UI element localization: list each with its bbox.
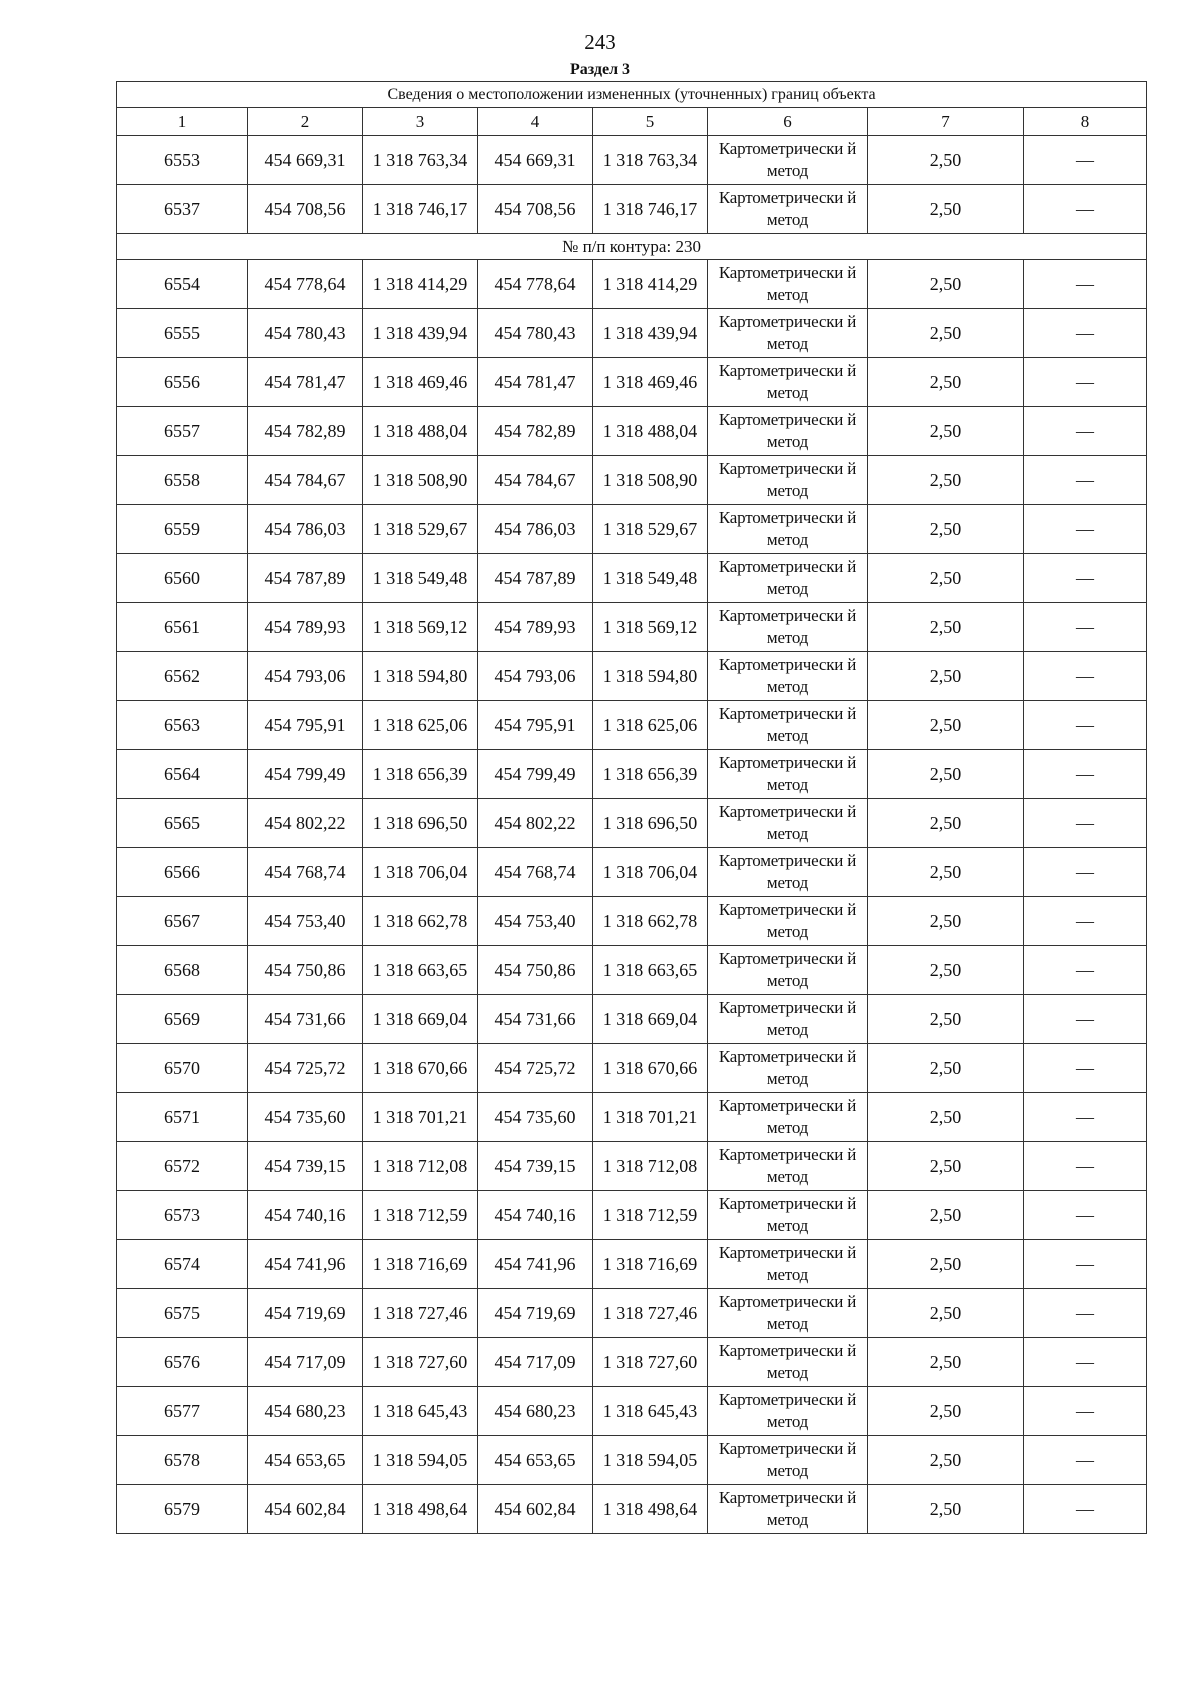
column-number: 7 [868,108,1024,136]
description-cell: — [1024,603,1147,652]
accuracy-cell: 2,50 [868,407,1024,456]
method-cell: Картометрически й метод [708,1387,868,1436]
existing-x-cell: 454 717,09 [248,1338,363,1387]
column-number: 2 [248,108,363,136]
table-row [117,309,1147,358]
page-number: 243 [584,30,616,54]
existing-y-cell: 1 318 706,04 [363,848,478,897]
description-cell: — [1024,652,1147,701]
table-row [117,603,1147,652]
description-cell: — [1024,946,1147,995]
rows-after-contour [117,260,1147,1534]
existing-y-cell: 1 318 716,69 [363,1240,478,1289]
method-cell: Картометрически й метод [708,799,868,848]
description-cell: — [1024,505,1147,554]
refined-x-cell: 454 735,60 [478,1093,593,1142]
existing-y-cell: 1 318 696,50 [363,799,478,848]
refined-x-cell: 454 789,93 [478,603,593,652]
refined-y-cell: 1 318 727,60 [593,1338,708,1387]
description-cell: — [1024,185,1147,234]
column-number: 8 [1024,108,1147,136]
existing-x-cell: 454 719,69 [248,1289,363,1338]
existing-y-cell: 1 318 594,05 [363,1436,478,1485]
point-number-cell: 6576 [117,1338,248,1387]
point-number-cell: 6567 [117,897,248,946]
accuracy-cell: 2,50 [868,456,1024,505]
table-row [117,407,1147,456]
refined-x-cell: 454 740,16 [478,1191,593,1240]
column-number: 6 [708,108,868,136]
refined-y-cell: 1 318 594,05 [593,1436,708,1485]
existing-x-cell: 454 795,91 [248,701,363,750]
point-number-cell: 6557 [117,407,248,456]
description-cell: — [1024,1289,1147,1338]
table-row [117,1240,1147,1289]
existing-x-cell: 454 740,16 [248,1191,363,1240]
description-cell: — [1024,407,1147,456]
column-number: 3 [363,108,478,136]
existing-x-cell: 454 753,40 [248,897,363,946]
column-number-row [117,108,1147,136]
table-row [117,848,1147,897]
existing-y-cell: 1 318 663,65 [363,946,478,995]
section-title: Раздел 3 [569,61,631,78]
existing-x-cell: 454 739,15 [248,1142,363,1191]
existing-x-cell: 454 780,43 [248,309,363,358]
accuracy-cell: 2,50 [868,995,1024,1044]
refined-y-cell: 1 318 656,39 [593,750,708,799]
point-number-cell: 6577 [117,1387,248,1436]
table-row [117,554,1147,603]
table-row [117,652,1147,701]
accuracy-cell: 2,50 [868,701,1024,750]
refined-x-cell: 454 802,22 [478,799,593,848]
table-row [117,1436,1147,1485]
refined-x-cell: 454 719,69 [478,1289,593,1338]
table-row [117,1485,1147,1534]
refined-x-cell: 454 669,31 [478,136,593,185]
accuracy-cell: 2,50 [868,946,1024,995]
existing-x-cell: 454 741,96 [248,1240,363,1289]
refined-y-cell: 1 318 469,46 [593,358,708,407]
point-number-cell: 6553 [117,136,248,185]
existing-x-cell: 454 781,47 [248,358,363,407]
column-number: 1 [117,108,248,136]
method-cell: Картометрически й метод [708,946,868,995]
refined-x-cell: 454 717,09 [478,1338,593,1387]
existing-x-cell: 454 782,89 [248,407,363,456]
table-row [117,946,1147,995]
description-cell: — [1024,309,1147,358]
existing-y-cell: 1 318 529,67 [363,505,478,554]
existing-y-cell: 1 318 469,46 [363,358,478,407]
existing-y-cell: 1 318 669,04 [363,995,478,1044]
existing-y-cell: 1 318 439,94 [363,309,478,358]
point-number-cell: 6560 [117,554,248,603]
refined-x-cell: 454 780,43 [478,309,593,358]
refined-x-cell: 454 784,67 [478,456,593,505]
refined-x-cell: 454 602,84 [478,1485,593,1534]
coordinates-table [116,81,1147,1534]
existing-y-cell: 1 318 712,08 [363,1142,478,1191]
method-cell: Картометрически й метод [708,1191,868,1240]
existing-y-cell: 1 318 569,12 [363,603,478,652]
point-number-cell: 6555 [117,309,248,358]
table-row [117,456,1147,505]
point-number-cell: 6564 [117,750,248,799]
table-row [117,1289,1147,1338]
existing-x-cell: 454 731,66 [248,995,363,1044]
refined-x-cell: 454 741,96 [478,1240,593,1289]
point-number-cell: 6563 [117,701,248,750]
refined-y-cell: 1 318 625,06 [593,701,708,750]
refined-y-cell: 1 318 569,12 [593,603,708,652]
existing-x-cell: 454 789,93 [248,603,363,652]
table-row [117,750,1147,799]
method-cell: Картометрически й метод [708,260,868,309]
table-row [117,1142,1147,1191]
method-cell: Картометрически й метод [708,1093,868,1142]
refined-y-cell: 1 318 763,34 [593,136,708,185]
existing-y-cell: 1 318 670,66 [363,1044,478,1093]
method-cell: Картометрически й метод [708,701,868,750]
refined-x-cell: 454 731,66 [478,995,593,1044]
accuracy-cell: 2,50 [868,897,1024,946]
existing-x-cell: 454 653,65 [248,1436,363,1485]
refined-y-cell: 1 318 662,78 [593,897,708,946]
table-row [117,358,1147,407]
column-number: 4 [478,108,593,136]
point-number-cell: 6561 [117,603,248,652]
accuracy-cell: 2,50 [868,1289,1024,1338]
existing-y-cell: 1 318 656,39 [363,750,478,799]
refined-y-cell: 1 318 414,29 [593,260,708,309]
point-number-cell: 6566 [117,848,248,897]
accuracy-cell: 2,50 [868,603,1024,652]
refined-x-cell: 454 782,89 [478,407,593,456]
refined-y-cell: 1 318 746,17 [593,185,708,234]
refined-x-cell: 454 708,56 [478,185,593,234]
refined-x-cell: 454 778,64 [478,260,593,309]
existing-x-cell: 454 784,67 [248,456,363,505]
method-cell: Картометрически й метод [708,358,868,407]
description-cell: — [1024,1436,1147,1485]
method-cell: Картометрически й метод [708,1142,868,1191]
method-cell: Картометрически й метод [708,1044,868,1093]
refined-y-cell: 1 318 594,80 [593,652,708,701]
point-number-cell: 6571 [117,1093,248,1142]
refined-y-cell: 1 318 549,48 [593,554,708,603]
refined-x-cell: 454 680,23 [478,1387,593,1436]
existing-x-cell: 454 768,74 [248,848,363,897]
method-cell: Картометрически й метод [708,456,868,505]
existing-x-cell: 454 708,56 [248,185,363,234]
refined-x-cell: 454 787,89 [478,554,593,603]
refined-y-cell: 1 318 488,04 [593,407,708,456]
existing-y-cell: 1 318 712,59 [363,1191,478,1240]
accuracy-cell: 2,50 [868,1436,1024,1485]
refined-y-cell: 1 318 529,67 [593,505,708,554]
point-number-cell: 6554 [117,260,248,309]
refined-x-cell: 454 725,72 [478,1044,593,1093]
existing-y-cell: 1 318 498,64 [363,1485,478,1534]
method-cell: Картометрически й метод [708,652,868,701]
point-number-cell: 6565 [117,799,248,848]
refined-y-cell: 1 318 696,50 [593,799,708,848]
refined-y-cell: 1 318 727,46 [593,1289,708,1338]
existing-x-cell: 454 750,86 [248,946,363,995]
refined-y-cell: 1 318 716,69 [593,1240,708,1289]
existing-x-cell: 454 802,22 [248,799,363,848]
refined-x-cell: 454 753,40 [478,897,593,946]
refined-y-cell: 1 318 663,65 [593,946,708,995]
existing-y-cell: 1 318 508,90 [363,456,478,505]
accuracy-cell: 2,50 [868,1191,1024,1240]
description-cell: — [1024,554,1147,603]
accuracy-cell: 2,50 [868,1240,1024,1289]
existing-x-cell: 454 778,64 [248,260,363,309]
existing-y-cell: 1 318 727,46 [363,1289,478,1338]
existing-x-cell: 454 786,03 [248,505,363,554]
description-cell: — [1024,1387,1147,1436]
table-row [117,701,1147,750]
accuracy-cell: 2,50 [868,358,1024,407]
method-cell: Картометрически й метод [708,1485,868,1534]
method-cell: Картометрически й метод [708,750,868,799]
accuracy-cell: 2,50 [868,554,1024,603]
table-row [117,1191,1147,1240]
description-cell: — [1024,136,1147,185]
method-cell: Картометрически й метод [708,185,868,234]
existing-x-cell: 454 735,60 [248,1093,363,1142]
existing-x-cell: 454 680,23 [248,1387,363,1436]
description-cell: — [1024,1485,1147,1534]
existing-x-cell: 454 799,49 [248,750,363,799]
table-row [117,995,1147,1044]
table-row [117,505,1147,554]
accuracy-cell: 2,50 [868,505,1024,554]
refined-x-cell: 454 750,86 [478,946,593,995]
existing-y-cell: 1 318 594,80 [363,652,478,701]
existing-x-cell: 454 793,06 [248,652,363,701]
accuracy-cell: 2,50 [868,260,1024,309]
column-number: 5 [593,108,708,136]
description-cell: — [1024,1044,1147,1093]
accuracy-cell: 2,50 [868,1142,1024,1191]
description-cell: — [1024,848,1147,897]
contour-label: № п/п контура: 230 [117,234,1147,260]
method-cell: Картометрически й метод [708,505,868,554]
point-number-cell: 6556 [117,358,248,407]
existing-y-cell: 1 318 763,34 [363,136,478,185]
table-row [117,897,1147,946]
accuracy-cell: 2,50 [868,1387,1024,1436]
accuracy-cell: 2,50 [868,136,1024,185]
refined-y-cell: 1 318 712,08 [593,1142,708,1191]
accuracy-cell: 2,50 [868,799,1024,848]
description-cell: — [1024,799,1147,848]
accuracy-cell: 2,50 [868,1485,1024,1534]
description-cell: — [1024,1093,1147,1142]
point-number-cell: 6558 [117,456,248,505]
refined-y-cell: 1 318 439,94 [593,309,708,358]
refined-y-cell: 1 318 701,21 [593,1093,708,1142]
existing-y-cell: 1 318 701,21 [363,1093,478,1142]
description-cell: — [1024,456,1147,505]
table-row [117,1338,1147,1387]
rows-before-contour [117,136,1147,234]
refined-y-cell: 1 318 669,04 [593,995,708,1044]
refined-x-cell: 454 653,65 [478,1436,593,1485]
table-row [117,1387,1147,1436]
refined-x-cell: 454 768,74 [478,848,593,897]
existing-y-cell: 1 318 746,17 [363,185,478,234]
description-cell: — [1024,260,1147,309]
description-cell: — [1024,750,1147,799]
existing-y-cell: 1 318 662,78 [363,897,478,946]
description-cell: — [1024,1240,1147,1289]
accuracy-cell: 2,50 [868,1338,1024,1387]
description-cell: — [1024,1142,1147,1191]
method-cell: Картометрически й метод [708,995,868,1044]
existing-x-cell: 454 669,31 [248,136,363,185]
point-number-cell: 6572 [117,1142,248,1191]
point-number-cell: 6573 [117,1191,248,1240]
existing-y-cell: 1 318 488,04 [363,407,478,456]
table-title: Сведения о местоположении измененных (уточненных) границ объекта [117,82,1147,108]
method-cell: Картометрически й метод [708,1436,868,1485]
refined-x-cell: 454 786,03 [478,505,593,554]
contour-row [117,234,1147,260]
existing-x-cell: 454 725,72 [248,1044,363,1093]
description-cell: — [1024,1338,1147,1387]
description-cell: — [1024,701,1147,750]
refined-y-cell: 1 318 670,66 [593,1044,708,1093]
refined-x-cell: 454 739,15 [478,1142,593,1191]
point-number-cell: 6578 [117,1436,248,1485]
existing-x-cell: 454 787,89 [248,554,363,603]
point-number-cell: 6537 [117,185,248,234]
method-cell: Картометрически й метод [708,554,868,603]
refined-y-cell: 1 318 706,04 [593,848,708,897]
description-cell: — [1024,897,1147,946]
existing-y-cell: 1 318 645,43 [363,1387,478,1436]
table-row [117,799,1147,848]
refined-y-cell: 1 318 498,64 [593,1485,708,1534]
method-cell: Картометрически й метод [708,407,868,456]
existing-y-cell: 1 318 727,60 [363,1338,478,1387]
method-cell: Картометрически й метод [708,848,868,897]
refined-y-cell: 1 318 508,90 [593,456,708,505]
accuracy-cell: 2,50 [868,1093,1024,1142]
method-cell: Картометрически й метод [708,1338,868,1387]
refined-x-cell: 454 781,47 [478,358,593,407]
point-number-cell: 6559 [117,505,248,554]
method-cell: Картометрически й метод [708,309,868,358]
method-cell: Картометрически й метод [708,897,868,946]
table-row [117,1093,1147,1142]
point-number-cell: 6570 [117,1044,248,1093]
accuracy-cell: 2,50 [868,309,1024,358]
table-row [117,1044,1147,1093]
existing-y-cell: 1 318 549,48 [363,554,478,603]
method-cell: Картометрически й метод [708,603,868,652]
description-cell: — [1024,358,1147,407]
point-number-cell: 6575 [117,1289,248,1338]
table-row [117,260,1147,309]
accuracy-cell: 2,50 [868,652,1024,701]
description-cell: — [1024,1191,1147,1240]
refined-y-cell: 1 318 645,43 [593,1387,708,1436]
point-number-cell: 6562 [117,652,248,701]
refined-x-cell: 454 793,06 [478,652,593,701]
table-row [117,136,1147,185]
point-number-cell: 6568 [117,946,248,995]
point-number-cell: 6579 [117,1485,248,1534]
accuracy-cell: 2,50 [868,750,1024,799]
method-cell: Картометрически й метод [708,1289,868,1338]
existing-y-cell: 1 318 625,06 [363,701,478,750]
method-cell: Картометрически й метод [708,136,868,185]
refined-y-cell: 1 318 712,59 [593,1191,708,1240]
existing-x-cell: 454 602,84 [248,1485,363,1534]
method-cell: Картометрически й метод [708,1240,868,1289]
table-row [117,185,1147,234]
description-cell: — [1024,995,1147,1044]
accuracy-cell: 2,50 [868,848,1024,897]
refined-x-cell: 454 799,49 [478,750,593,799]
point-number-cell: 6574 [117,1240,248,1289]
point-number-cell: 6569 [117,995,248,1044]
refined-x-cell: 454 795,91 [478,701,593,750]
accuracy-cell: 2,50 [868,185,1024,234]
accuracy-cell: 2,50 [868,1044,1024,1093]
existing-y-cell: 1 318 414,29 [363,260,478,309]
